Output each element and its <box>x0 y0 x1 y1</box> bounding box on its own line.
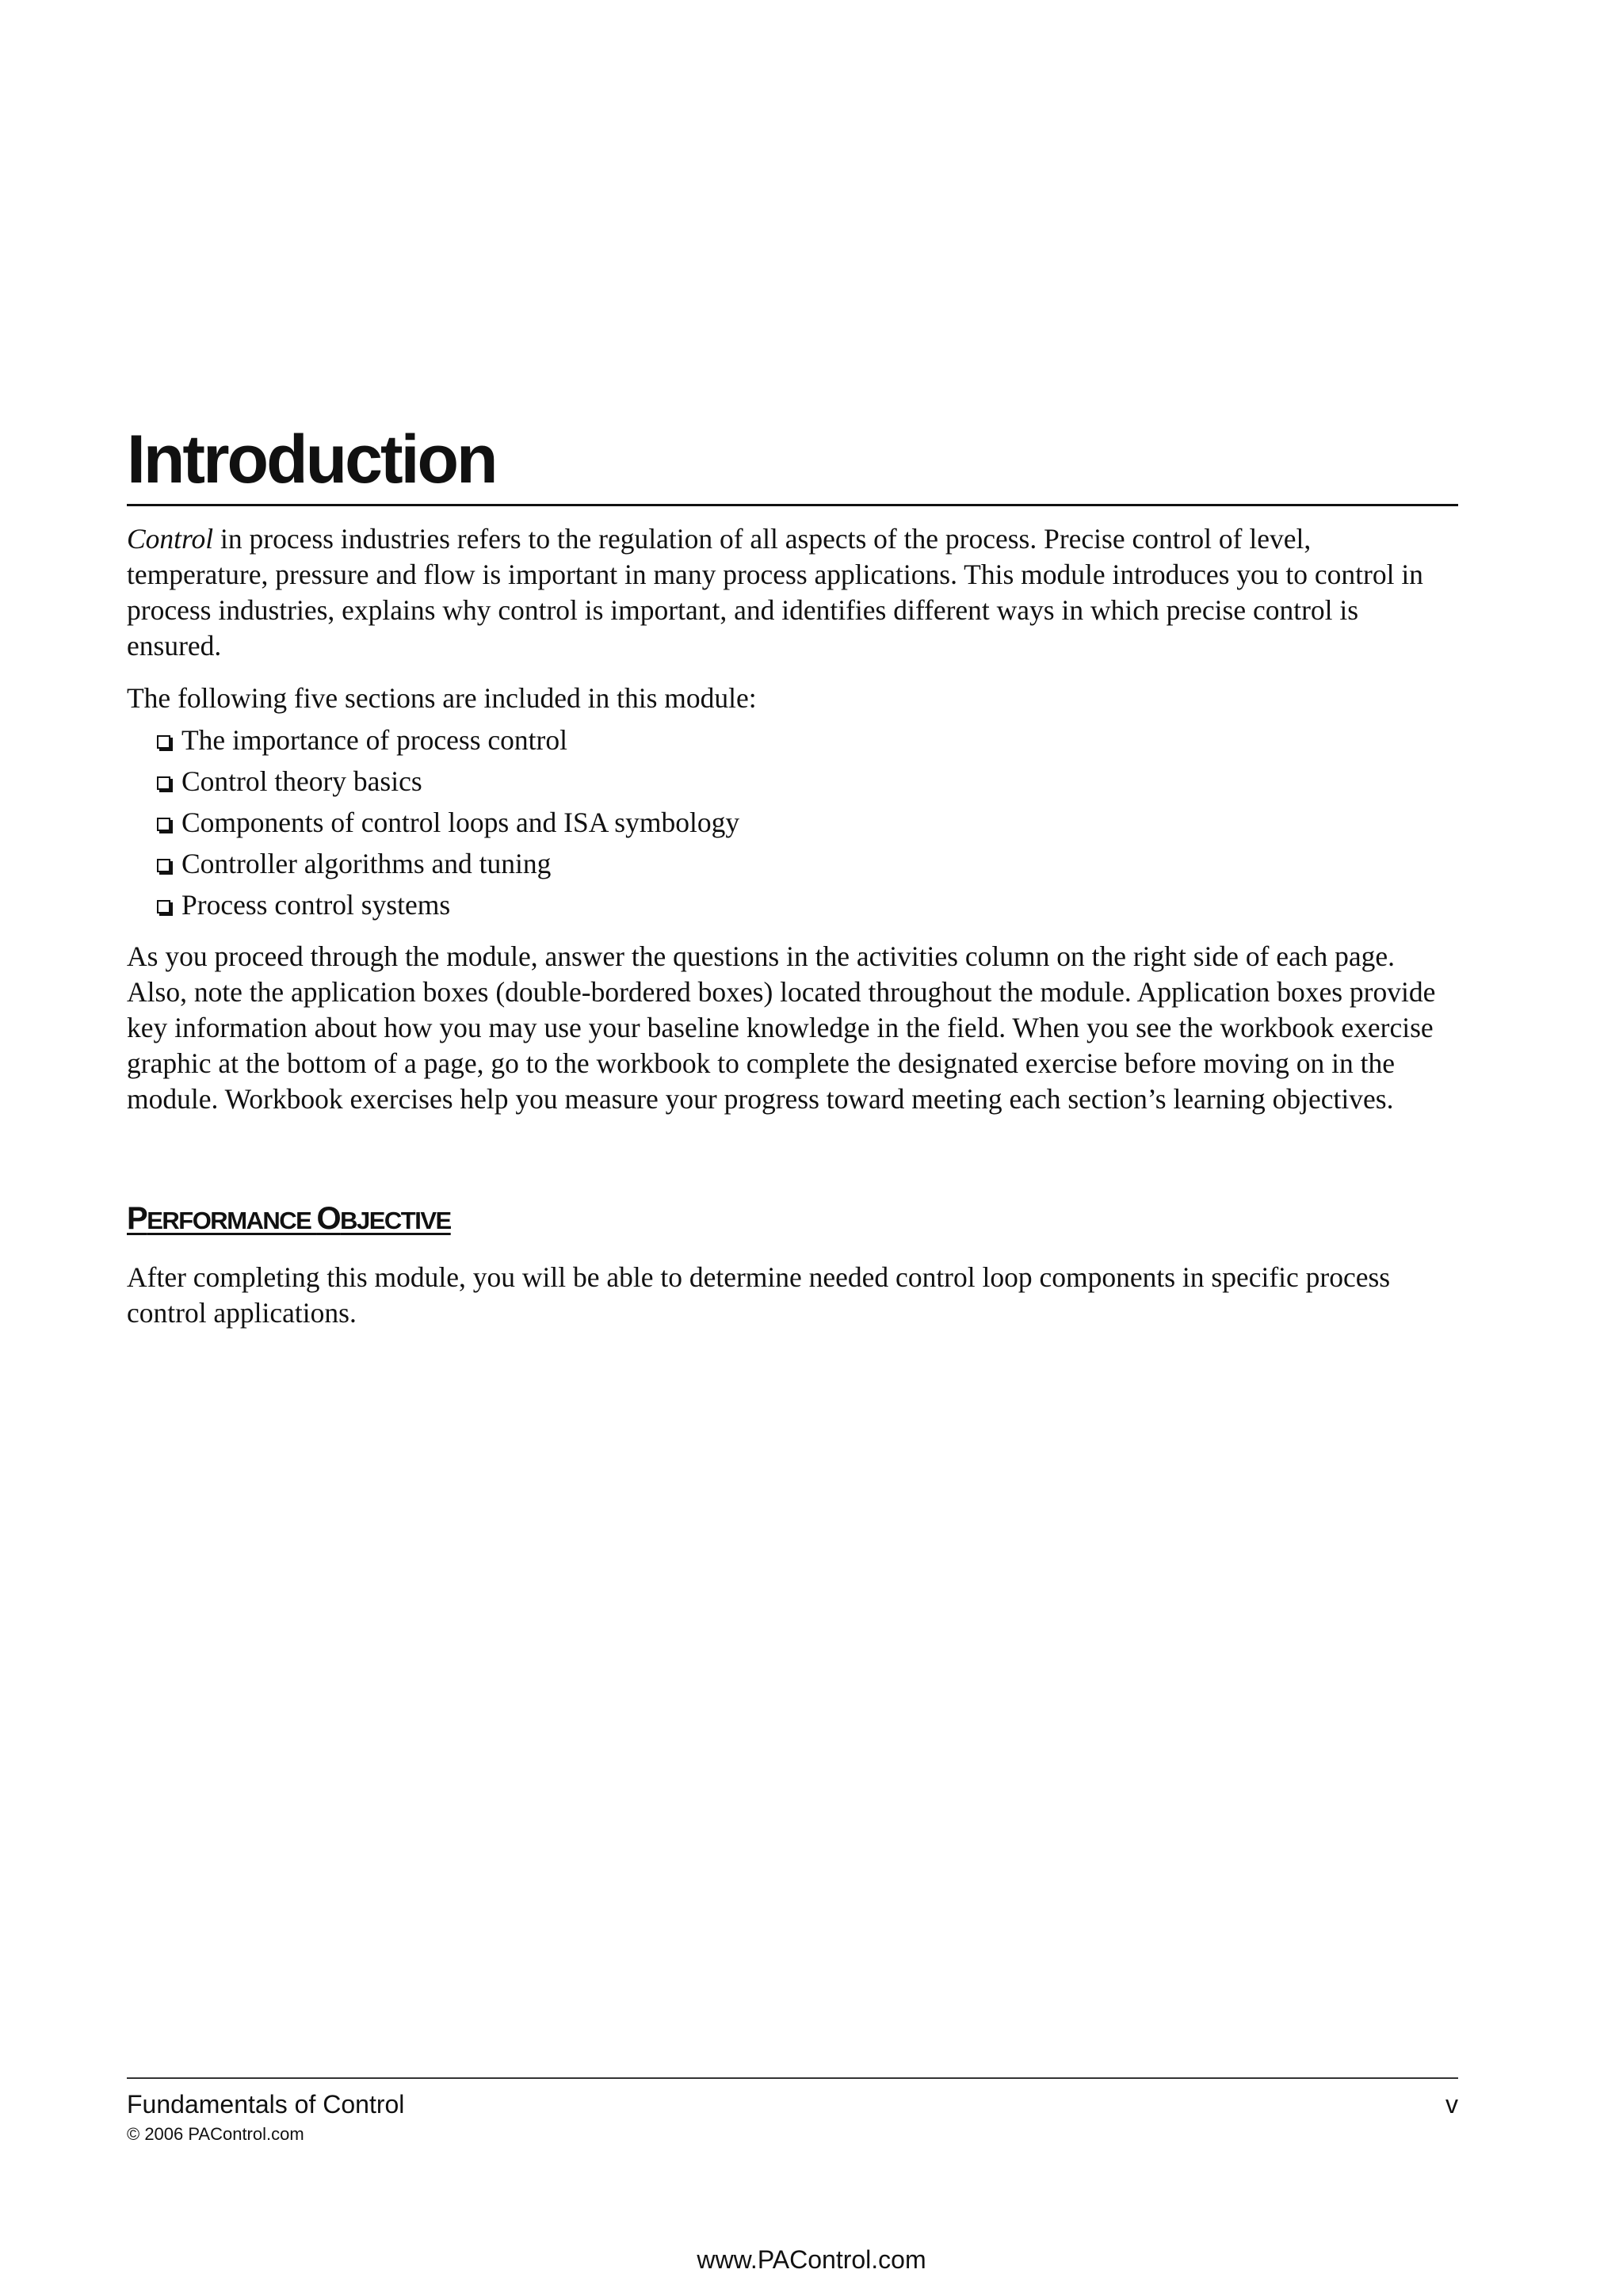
checkbox-bullet-icon <box>157 776 170 790</box>
instructions-paragraph: As you proceed through the module, answer the questions in the activities column on the right side of each page. Also, note the application boxes (double-bordered boxes) located throughout the module. Application boxes provide key information about how you may use your baseline knowledge in the field. When you see the workbook exercise graphic at the bottom of a page, go to the workbook to complete the designated exercise before moving on in the module. Workbook exercises help you measure your progress toward meeting each section’s learning objectives. <box>127 940 1436 1115</box>
checkbox-bullet-icon <box>157 900 170 913</box>
intro-lead-term: Control <box>127 523 214 555</box>
intro-text: in process industries refers to the regulation of all aspects of the process. Precise control of level, temperature, pressure and flow is important in many process applications. This module introduces you to control in process industries, explains why control is important, and identifies different ways in which precise control is ensured. <box>127 523 1423 662</box>
checkbox-bullet-icon <box>157 818 170 831</box>
title-divider <box>127 504 1458 506</box>
checkbox-bullet-icon <box>157 735 170 749</box>
sections-list <box>127 719 739 925</box>
list-item-label: Control theory basics <box>181 765 422 797</box>
performance-objective-heading <box>127 1198 451 1241</box>
list-item-label: Components of control loops and ISA symbology <box>181 807 740 838</box>
copyright-notice: © 2006 PAControl.com <box>127 2124 304 2144</box>
page-number: v <box>1445 2090 1458 2119</box>
list-item-label: The importance of process control <box>181 724 567 756</box>
list-item <box>127 761 739 802</box>
heading-initial: P <box>127 1201 147 1236</box>
list-item <box>127 843 739 884</box>
objective-paragraph: After completing this module, you will be able to determine needed control loop components in specific process control applications. <box>127 1261 1391 1329</box>
list-item <box>127 884 739 925</box>
list-item <box>127 719 739 761</box>
checkbox-bullet-icon <box>157 859 170 872</box>
heading-initial: O <box>316 1201 341 1236</box>
heading-small-caps: BJECTIVE <box>340 1207 451 1234</box>
intro-paragraph <box>127 521 1458 664</box>
footer-title: Fundamentals of Control <box>127 2090 405 2119</box>
sections-intro: The following five sections are included in this module: <box>127 682 757 714</box>
website-url: www.PAControl.com <box>697 2245 926 2274</box>
list-item-label: Controller algorithms and tuning <box>181 848 552 879</box>
footer-divider <box>127 2077 1458 2079</box>
heading-small-caps: ERFORMANCE <box>147 1207 317 1234</box>
list-item <box>127 802 739 843</box>
page-title: Introduction <box>127 421 496 498</box>
list-item-label: Process control systems <box>181 889 451 921</box>
